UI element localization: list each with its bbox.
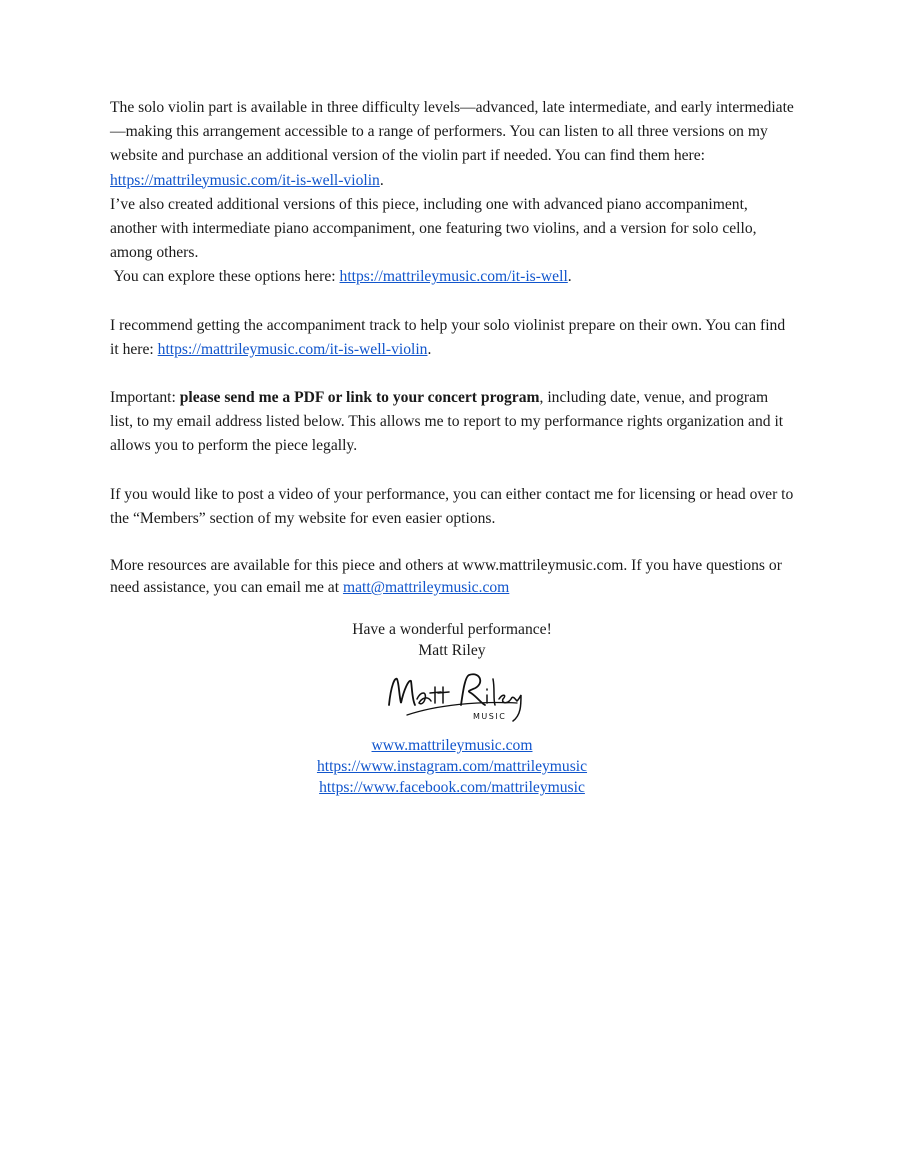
paragraph-text: I recommend getting the accompaniment track to help your solo violinist prepare on their own. You can find it here: xyxy=(110,316,786,358)
facebook-link[interactable]: https://www.facebook.com/mattrileymusic xyxy=(319,779,585,797)
paragraph-text: Important: xyxy=(110,389,180,407)
paragraph-text: More resources are available for this piece and others at www.mattrileymusic.com. If you have questions or need assistance, you can email me at xyxy=(110,557,782,597)
paragraph-additional-versions xyxy=(110,193,794,290)
paragraph-text: , including date, venue, and program list, to my email address listed below. This allows me to report to my performance rights organization and it allows you to perform the piece legally. xyxy=(110,389,784,455)
paragraph-text: I’ve also created additional versions of this piece, including one with advanced piano accompaniment, another with intermediate piano accompaniment, one featuring two violins, and a version for solo cello, among others. xyxy=(110,195,757,262)
paragraph-important-notice xyxy=(110,386,794,459)
document-body xyxy=(110,96,794,798)
punctuation: . xyxy=(379,171,384,189)
all-versions-link[interactable]: https://mattrileymusic.com/it-is-well xyxy=(339,268,568,286)
matt-riley-music-logo xyxy=(377,665,527,725)
paragraph-difficulty-levels xyxy=(110,96,794,193)
closing-block xyxy=(110,619,794,798)
important-bold-text: please send me a PDF or link to your concert program xyxy=(179,389,540,407)
closing-greeting: Have a wonderful performance! xyxy=(352,621,552,639)
social-links xyxy=(110,735,794,798)
paragraph-text: You can explore these options here: xyxy=(110,268,340,286)
paragraph-video-licensing xyxy=(110,483,794,531)
email-link[interactable]: matt@mattrileymusic.com xyxy=(342,579,510,597)
closing-name: Matt Riley xyxy=(418,642,486,660)
website-link[interactable]: www.mattrileymusic.com xyxy=(371,737,533,755)
instagram-link[interactable]: https://www.instagram.com/mattrileymusic xyxy=(316,758,588,776)
punctuation: . xyxy=(427,340,432,358)
punctuation: . xyxy=(567,268,572,286)
paragraph-text: The solo violin part is available in three difficulty levels—advanced, late intermediate, and early intermediate—making this arrangement accessible to a range of performers. You can listen to all three versions on my website and purchase an additional version of the violin part if needed. You can find them here: xyxy=(110,99,794,165)
violin-versions-link[interactable]: https://mattrileymusic.com/it-is-well-violin xyxy=(110,171,380,189)
paragraph-text: If you would like to post a video of your performance, you can either contact me for licensing or head over to the “Members” section of my website for even easier options. xyxy=(110,485,794,527)
logo-music-wordmark: MUSIC xyxy=(473,712,507,722)
paragraph-resources xyxy=(110,555,794,599)
accompaniment-track-link[interactable]: https://mattrileymusic.com/it-is-well-violin xyxy=(157,340,428,358)
paragraph-accompaniment-track xyxy=(110,314,794,362)
